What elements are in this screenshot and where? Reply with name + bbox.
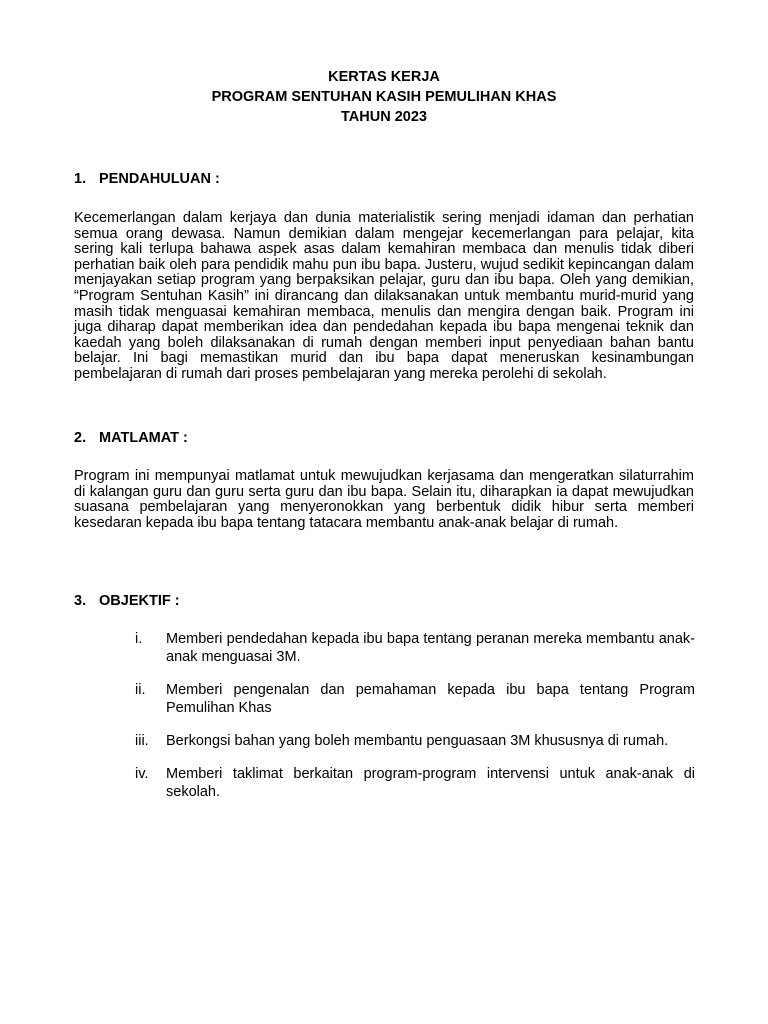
list-item	[135, 765, 695, 801]
section-heading-objectives	[74, 592, 180, 610]
list-marker: iv.	[135, 766, 149, 782]
section-heading-intro	[74, 170, 220, 188]
document-title	[0, 67, 768, 127]
list-item-text: Memberi taklimat berkaitan program-program intervensi untuk anak-anak di sekolah.	[166, 766, 695, 800]
title-line-1: KERTAS KERJA	[328, 69, 440, 85]
section-number: 3.	[74, 593, 87, 609]
section-title: MATLAMAT :	[99, 430, 188, 446]
section-title: OBJEKTIF :	[99, 593, 180, 609]
section-heading-goal	[74, 429, 188, 447]
list-item	[135, 630, 695, 666]
section-number: 2.	[74, 430, 87, 446]
section-number: 1.	[74, 171, 87, 187]
title-line-3: TAHUN 2023	[341, 109, 427, 125]
list-item	[135, 681, 695, 717]
list-item-text: Berkongsi bahan yang boleh membantu penguasaan 3M khususnya di rumah.	[166, 733, 669, 749]
section-title: PENDAHULUAN :	[99, 171, 220, 187]
goal-paragraph: Program ini mempunyai matlamat untuk mewujudkan kerjasama dan mengeratkan silaturrahim di kalangan guru dan guru serta guru dan ibu bapa. Selain itu, diharapkan ia dapat mewujudkan suasana pembelajaran yang menyeronokkan yang berbentuk didik hibur serta memberi kesedaran kepada ibu bapa tentang tatacara membantu anak-anak belajar di rumah.	[74, 468, 694, 531]
list-marker: iii.	[135, 733, 149, 749]
title-line-2: PROGRAM SENTUHAN KASIH PEMULIHAN KHAS	[211, 89, 557, 105]
list-item-text: Memberi pengenalan dan pemahaman kepada ibu bapa tentang Program Pemulihan Khas	[166, 682, 695, 716]
list-marker: i.	[135, 631, 143, 647]
list-marker: ii.	[135, 682, 146, 698]
list-item	[135, 732, 695, 750]
objectives-list	[135, 630, 695, 816]
intro-paragraph: Kecemerlangan dalam kerjaya dan dunia materialistik sering menjadi idaman dan perhatian semua orang dewasa. Namun demikian dalam mengejar kecemerlangan para pelajar, kita sering kali terlupa bahawa aspek asas dalam kemahiran membaca dan menulis tidak diberi perhatian baik oleh para pendidik mahu pun ibu bapa. Justeru, wujud sedikit kepincangan dalam menjayakan setiap program yang berpaksikan pelajar, guru dan ibu bapa. Oleh yang demikian, “Program Sentuhan Kasih” ini dirancang dan dilaksanakan untuk membantu murid-murid yang masih tidak menguasai kemahiran membaca, menulis dan mengira dengan baik. Program ini juga diharap dapat memberikan idea dan pendedahan kepada ibu bapa mengenai teknik dan kaedah yang boleh dilaksanakan di rumah dengan memberi input penyediaan bahan bantu belajar. Ini bagi memastikan murid dan ibu bapa dapat meneruskan kesinambungan pembelajaran di rumah dari proses pembelajaran yang mereka perolehi di sekolah.	[74, 210, 694, 382]
list-item-text: Memberi pendedahan kepada ibu bapa tentang peranan mereka membantu anak-anak menguasai 3M.	[166, 631, 695, 665]
